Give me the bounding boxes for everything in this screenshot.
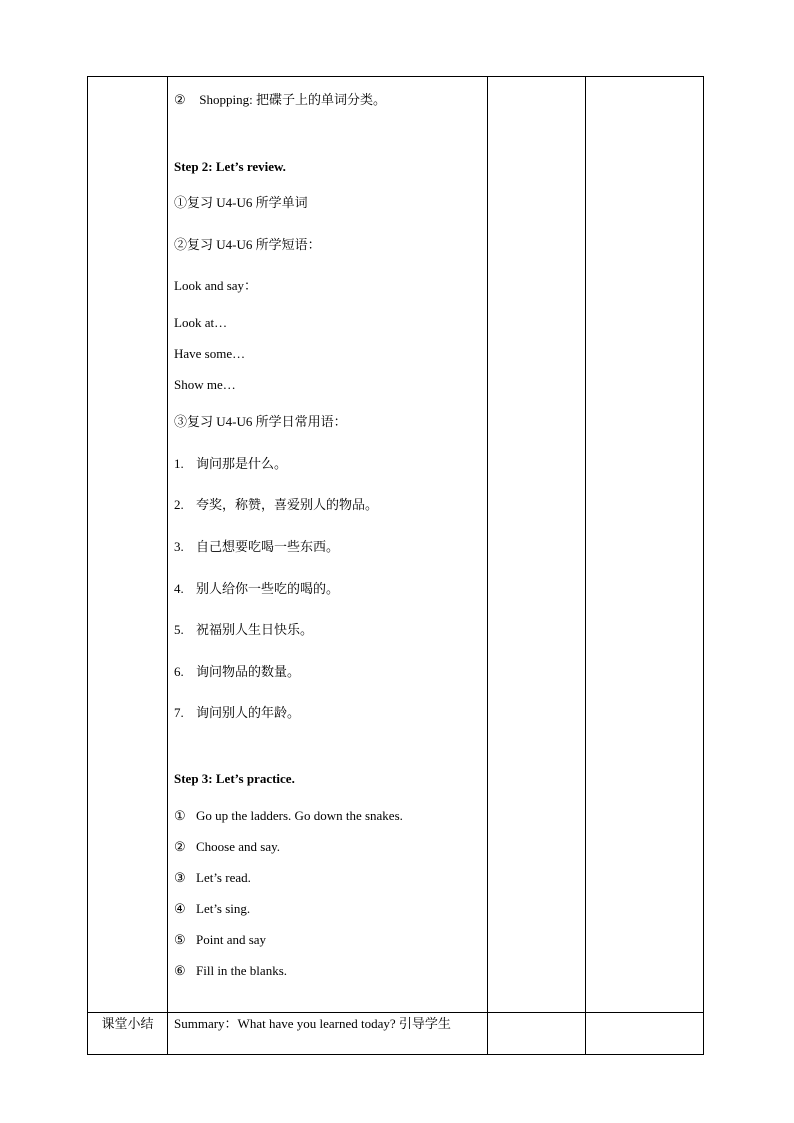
list-number: 5. [174, 622, 184, 637]
list-number: 1. [174, 456, 184, 471]
teaching-content-cell [168, 77, 488, 1013]
expression-text: 询问那是什么。 [196, 456, 288, 471]
practice-item [174, 870, 251, 886]
circled-number: ⑤ [174, 932, 186, 947]
lesson-plan-table [87, 76, 704, 1055]
practice-item [174, 901, 250, 917]
stage-label-cell [88, 77, 168, 1013]
practice-text: Fill in the blanks. [196, 963, 287, 978]
practice-item [174, 839, 280, 855]
list-number: 4. [174, 581, 184, 596]
expression-item [174, 581, 339, 597]
notes-cell [586, 77, 704, 1013]
phrase-item: Have some… [174, 346, 246, 361]
expression-text: 别人给你一些吃的喝的。 [196, 581, 340, 596]
practice-text: Point and say [196, 932, 267, 947]
practice-text: Let’s sing. [196, 901, 251, 916]
step2-item-phrases: ②复习 U4-U6 所学短语： [174, 237, 321, 252]
list-number: 7. [174, 705, 184, 720]
practice-text: Go up the ladders. Go down the snakes. [196, 808, 403, 823]
expression-text: 夸奖，称赞，喜爱别人的物品。 [196, 497, 379, 512]
step2-item-expressions: ③复习 U4-U6 所学日常用语： [174, 414, 347, 429]
practice-item [174, 808, 403, 824]
summary-empty-cell [488, 1013, 586, 1055]
circled-number: ③ [174, 870, 186, 885]
summary-text: Summary：What have you learned today? 引导学生 [168, 1013, 488, 1055]
practice-text: Let’s read. [196, 870, 251, 885]
phrase-item: Show me… [174, 377, 236, 392]
expression-text: 询问别人的年龄。 [196, 705, 301, 720]
circled-number: ② [174, 839, 186, 854]
shopping-line [174, 92, 386, 108]
list-number: 6. [174, 664, 184, 679]
practice-item [174, 932, 266, 948]
circled-number: ② [174, 92, 186, 107]
list-number: 3. [174, 539, 184, 554]
phrase-item: Look and say： [174, 278, 258, 293]
practice-text: Choose and say. [196, 839, 281, 854]
circled-number: ④ [174, 901, 186, 916]
expression-item [174, 497, 378, 513]
expression-item [174, 456, 287, 472]
expression-text: 自己想要吃喝一些东西。 [196, 539, 340, 554]
expression-item [174, 539, 339, 555]
circled-number: ⑥ [174, 963, 186, 978]
teacher-activity-cell [488, 77, 586, 1013]
expression-item [174, 705, 300, 721]
expression-text: 祝福别人生日快乐。 [196, 622, 314, 637]
circled-number: ① [174, 808, 186, 823]
table-row [88, 77, 704, 1013]
expression-item [174, 622, 313, 638]
summary-empty-cell [586, 1013, 704, 1055]
summary-label: 课堂小结 [88, 1013, 168, 1055]
table-row [88, 1013, 704, 1055]
phrase-item: Look at… [174, 315, 228, 330]
step2-title: Step 2: Let’s review. [174, 159, 286, 174]
step2-item-words: ①复习 U4-U6 所学单词 [174, 195, 308, 210]
step3-title: Step 3: Let’s practice. [174, 771, 295, 786]
expression-text: 询问物品的数量。 [196, 664, 301, 679]
list-number: 2. [174, 497, 184, 512]
expression-item [174, 664, 300, 680]
practice-item [174, 963, 287, 979]
shopping-text: Shopping: 把碟子上的单词分类。 [196, 92, 386, 107]
